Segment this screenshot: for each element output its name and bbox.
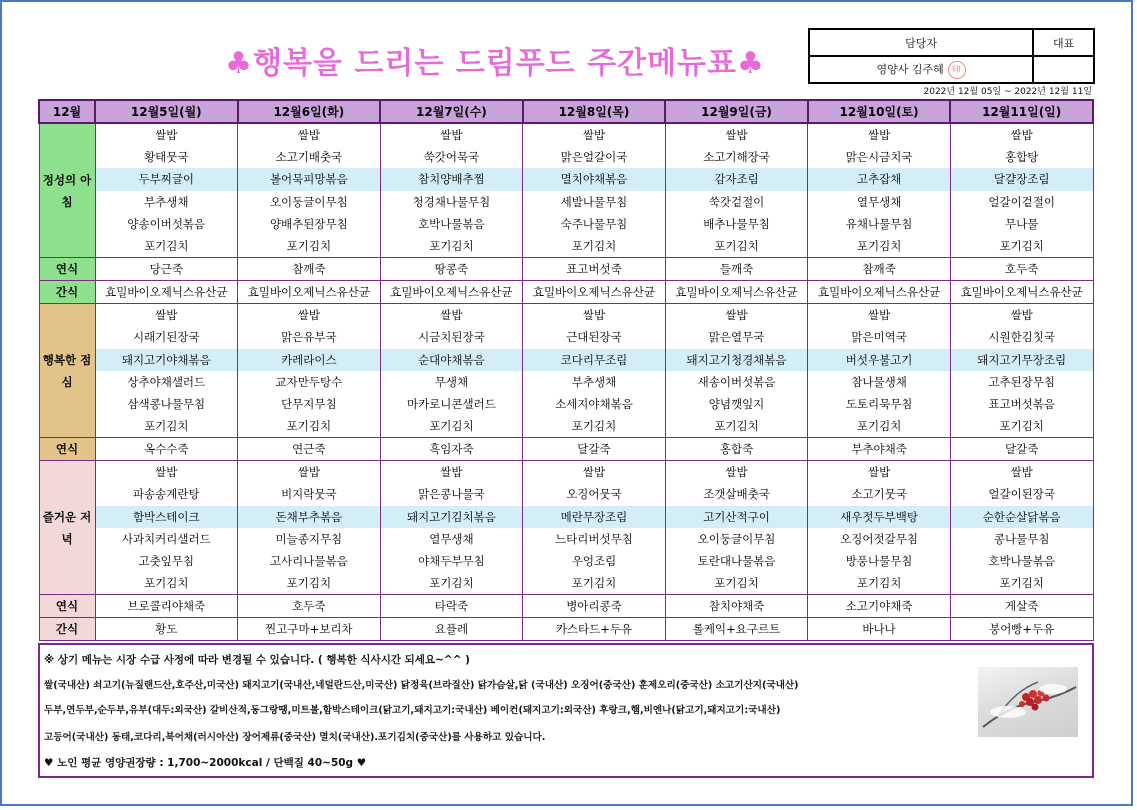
dish-item: 고추잡채 <box>808 168 950 190</box>
dish-item: 야채두부무침 <box>418 554 485 568</box>
porridge-cell: 흑임자죽 <box>380 438 523 461</box>
lunch-cell <box>950 304 1093 438</box>
dish-item: 쌀밥 <box>440 128 463 142</box>
breakfast-cell <box>95 123 238 258</box>
porridge-cell: 달갈죽 <box>523 438 666 461</box>
dish-item: 쌀밥 <box>297 308 320 323</box>
dinner-cell <box>95 461 238 595</box>
dish-item: 쌀밥 <box>155 465 178 480</box>
lunch-row <box>39 304 1093 438</box>
dish-item: 새송이버섯볶음 <box>697 374 776 389</box>
day-header: 12월9일(금) <box>665 100 808 123</box>
dish-item: 포기김치 <box>999 419 1044 434</box>
dish-item: 쌀밥 <box>867 465 891 480</box>
dish-item: 소고기뭇국 <box>851 487 907 502</box>
snack-cell: 롤케익+요구르트 <box>665 618 808 641</box>
porridge-cell: 들깨죽 <box>665 258 808 281</box>
dish-item: 쌀밥 <box>297 128 320 142</box>
snack-cell: 카스타드+두유 <box>523 618 666 641</box>
seal-stamp-icon: 印 <box>948 61 966 79</box>
dish-item: 포기김치 <box>571 576 617 591</box>
porridge-cell: 호두죽 <box>238 595 381 618</box>
porridge-cell: 표고버섯죽 <box>523 258 666 281</box>
dinner-cell <box>950 461 1093 595</box>
dish-item: 참치양배추찜 <box>381 168 523 190</box>
snack-cell: 황도 <box>95 618 238 641</box>
dish-item: 부추생채 <box>144 194 189 209</box>
snack-cell: 효밀바이오제닉스유산균 <box>808 281 951 304</box>
porridge-cell: 연근죽 <box>238 438 381 461</box>
dish-item: 삼색콩나물무침 <box>127 396 206 411</box>
dish-item: 얼갈이겉절이 <box>988 194 1056 209</box>
dish-item: 쌀밥 <box>582 465 606 480</box>
dish-item: 쌀밥 <box>297 465 320 480</box>
dish-item: 맑은시금치국 <box>845 150 913 165</box>
dish-item: 포기김치 <box>999 238 1044 253</box>
dish-item: 쌀밥 <box>1010 128 1033 142</box>
dish-item: 콩나물무침 <box>993 531 1050 546</box>
dish-item: 조갯살배춧국 <box>703 487 770 502</box>
dish-item: 포기김치 <box>429 576 474 591</box>
breakfast-row <box>39 123 1093 258</box>
dish-item: 감자조림 <box>666 168 808 190</box>
dish-item: 새우젓두부백탕 <box>808 506 950 528</box>
dish-item: 배추나물무침 <box>703 216 770 231</box>
dish-item: 포기김치 <box>714 419 759 434</box>
dish-item: 근대된장국 <box>566 330 622 345</box>
dish-item: 쌀밥 <box>155 308 178 323</box>
dish-item: 고추된장무침 <box>988 374 1056 389</box>
approval-ceo-signature <box>1033 56 1094 83</box>
page-title: ♣행복을 드리는 드림푸드 주간메뉴표♣ <box>225 46 765 81</box>
snack-label: 간식 <box>39 618 95 641</box>
dish-item: 쌀밥 <box>1010 308 1033 323</box>
breakfast-cell <box>808 123 951 258</box>
dish-item: 쑥갓겉절이 <box>708 194 765 209</box>
dish-item: 열무생채 <box>429 531 474 546</box>
dinner-row <box>39 461 1093 595</box>
dish-item: 돈채부추볶음 <box>238 506 380 528</box>
dish-item: 오이둥글이무침 <box>697 531 776 546</box>
dish-item: 시금치된장국 <box>418 330 485 345</box>
breakfast-cell <box>523 123 666 258</box>
snack-cell: 효밀바이오제닉스유산균 <box>523 281 666 304</box>
dish-item: 쑥갓어묵국 <box>423 150 480 165</box>
dish-item: 포기김치 <box>286 419 332 434</box>
porridge-label: 연식 <box>39 595 95 618</box>
dish-item: 양념깻잎지 <box>708 396 765 411</box>
dish-item: 단무지무침 <box>281 396 337 411</box>
day-header: 12월6일(화) <box>238 100 381 123</box>
dish-item: 쌀밥 <box>725 465 748 480</box>
dish-item: 쌀밥 <box>867 308 891 323</box>
dish-item: 호박나물볶음 <box>988 554 1056 568</box>
porridge-cell: 달갈죽 <box>950 438 1093 461</box>
dinner-porridge-row <box>39 595 1093 618</box>
dish-item: 소고기해장국 <box>703 150 770 165</box>
dish-item: 양배추된장무침 <box>269 216 348 231</box>
dish-item: 달걀장조림 <box>951 168 1093 190</box>
dish-item: 시원한김칫국 <box>988 330 1056 345</box>
dish-item: 토란대나물볶음 <box>697 554 776 568</box>
day-header: 12월8일(목) <box>523 100 666 123</box>
dish-item: 맑은얼갈이국 <box>560 150 628 165</box>
dish-item: 무생채 <box>434 374 469 389</box>
dish-item: 유채나물무침 <box>845 216 913 231</box>
breakfast-cell <box>238 123 381 258</box>
dish-item: 순대야채볶음 <box>381 349 523 371</box>
breakfast-snack-row <box>39 281 1093 304</box>
origin-line: 고등어(국내산) 동태,코다리,북어채(러시아산) 장어제류(중국산) 멸치(국내산).포기김치(중국산)를 사용하고 있습니다. <box>44 732 546 743</box>
porridge-label: 연식 <box>39 438 95 461</box>
dish-item: 얼갈이된장국 <box>988 487 1056 502</box>
lunch-cell <box>665 304 808 438</box>
dish-item: 돼지고기야채볶음 <box>96 349 238 371</box>
dish-item: 멸치야채볶음 <box>523 168 665 190</box>
dish-item: 세발나물무침 <box>560 194 628 209</box>
porridge-cell: 호두죽 <box>950 258 1093 281</box>
lunch-cell <box>523 304 666 438</box>
porridge-cell: 땅콩죽 <box>380 258 523 281</box>
porridge-cell: 소고기야채죽 <box>808 595 951 618</box>
dish-item: 카레라이스 <box>238 349 380 371</box>
header-row <box>39 100 1093 123</box>
month-header: 12월 <box>39 100 95 123</box>
porridge-cell: 참깨죽 <box>808 258 951 281</box>
breakfast-porridge-row <box>39 258 1093 281</box>
dish-item: 쌀밥 <box>582 308 606 323</box>
day-header: 12월11일(일) <box>950 100 1093 123</box>
dish-item: 맑은콩나물국 <box>418 487 485 502</box>
dish-item: 두부찌글이 <box>96 168 238 190</box>
dish-item: 열무생채 <box>856 194 902 209</box>
dish-item: 황태뭇국 <box>144 150 189 165</box>
dish-item: 포기김치 <box>429 238 474 253</box>
lunch-cell <box>238 304 381 438</box>
dish-item: 포기김치 <box>144 576 189 591</box>
dish-item: 순한순살닭볶음 <box>951 506 1093 528</box>
dish-item: 맑은유부국 <box>281 330 337 345</box>
dinner-cell <box>665 461 808 595</box>
dish-item: 포기김치 <box>856 419 902 434</box>
lunch-label: 행복한 점심 <box>39 304 95 438</box>
breakfast-cell <box>950 123 1093 258</box>
dish-item: 쌀밥 <box>725 128 748 142</box>
porridge-cell: 병아리콩죽 <box>523 595 666 618</box>
dish-item: 도토리묵무침 <box>845 396 913 411</box>
dish-item: 포기김치 <box>144 419 189 434</box>
dish-item: 돼지고기무장조림 <box>951 349 1093 371</box>
day-header: 12월5일(월) <box>95 100 238 123</box>
dish-item: 포기김치 <box>286 576 332 591</box>
snack-cell: 효밀바이오제닉스유산균 <box>380 281 523 304</box>
dish-item: 오이둥글이무침 <box>269 194 348 209</box>
snack-label: 간식 <box>39 281 95 304</box>
dish-item: 쌀밥 <box>155 128 178 142</box>
lunch-cell <box>808 304 951 438</box>
dish-item: 청경채나물무침 <box>412 194 491 209</box>
lunch-porridge-row <box>39 438 1093 461</box>
approval-box <box>808 28 1095 84</box>
origin-line: 쌀(국내산) 쇠고기(뉴질랜드산,호주산,미국산) 돼지고기(국내산,네덜란드산,미국산) 닭정육(브라질산) 닭가슴살,닭 (국내산) 오징어(중국산) 훈제오리(중국산) 소고기산지(국내산) <box>44 680 799 691</box>
dinner-cell <box>238 461 381 595</box>
dish-item: 소고기배춧국 <box>275 150 343 165</box>
dish-item: 숙주나물무침 <box>560 216 628 231</box>
dish-item: 포기김치 <box>856 238 902 253</box>
red-berries-icon <box>978 667 1078 737</box>
dish-item: 상추야채샐러드 <box>127 374 206 389</box>
dish-item: 비지락뭇국 <box>281 487 337 502</box>
snack-cell: 효밀바이오제닉스유산균 <box>95 281 238 304</box>
dish-item: 무나물 <box>1005 216 1039 231</box>
porridge-cell: 홍합죽 <box>665 438 808 461</box>
approval-role-manager: 담당자 <box>809 29 1033 56</box>
lunch-cell <box>380 304 523 438</box>
porridge-label: 연식 <box>39 258 95 281</box>
snack-cell: 요플레 <box>380 618 523 641</box>
dish-item: 포기김치 <box>714 576 759 591</box>
dinner-cell <box>808 461 951 595</box>
dish-item: 오징어젓갈무침 <box>840 531 918 546</box>
dish-item: 우엉조림 <box>571 554 617 568</box>
staff-name: 영양사 김주혜 <box>876 62 944 76</box>
approval-staff <box>809 56 1033 83</box>
dish-item: 맑은미역국 <box>851 330 907 345</box>
dish-item: 미늘종지무침 <box>275 531 343 546</box>
dish-item: 고춧잎무침 <box>138 554 195 568</box>
snack-cell: 효밀바이오제닉스유산균 <box>238 281 381 304</box>
dish-item: 맑은열무국 <box>708 330 765 345</box>
dish-item: 쌀밥 <box>1010 465 1033 480</box>
dish-item: 파송송계란탕 <box>132 487 200 502</box>
dish-item: 교자만두탕수 <box>275 374 343 389</box>
origin-line: 두부,연두부,순두부,유부(대두:외국산) 갈비산적,동그랑땡,미트볼,함박스테이크(닭고기,돼지고기:국내산) 베이컨(돼지고기:외국산) 후랑크,햄,비엔나(닭고기,돼지고기:국내산) <box>44 705 781 716</box>
dish-item: 쌀밥 <box>582 128 606 142</box>
notice-line: ※ 상기 메뉴는 시장 수급 사정에 따라 변경될 수 있습니다. ( 행복한 식사시간 되세요~^^ ) <box>44 654 470 666</box>
date-range: 2022년 12월 05일 ~ 2022년 12월 11일 <box>923 87 1092 97</box>
breakfast-label: 정성의 아침 <box>39 123 95 258</box>
dinner-snack-row <box>39 618 1093 641</box>
dish-item: 소세지야채볶음 <box>555 396 633 411</box>
approval-role-ceo: 대표 <box>1033 29 1094 56</box>
porridge-cell: 참깨죽 <box>238 258 381 281</box>
breakfast-cell <box>665 123 808 258</box>
dish-item: 쌀밥 <box>440 308 463 323</box>
dish-item: 포기김치 <box>999 576 1044 591</box>
dish-item: 양송이버섯볶음 <box>127 216 206 231</box>
dish-item: 방풍나물무침 <box>845 554 913 568</box>
dish-item: 포기김치 <box>571 419 617 434</box>
dish-item: 사과치커리샐러드 <box>121 531 211 546</box>
weekly-menu-table <box>38 99 1094 641</box>
porridge-cell: 타락죽 <box>380 595 523 618</box>
day-header: 12월7일(수) <box>380 100 523 123</box>
dinner-cell <box>523 461 666 595</box>
dish-item: 쌀밥 <box>440 465 463 480</box>
dish-item: 돼지고기김치볶음 <box>381 506 523 528</box>
snack-cell: 붕어빵+두유 <box>950 618 1093 641</box>
dish-item: 느타리버섯무침 <box>555 531 633 546</box>
snack-cell: 바나나 <box>808 618 951 641</box>
porridge-cell: 부추야채죽 <box>808 438 951 461</box>
dish-item: 표고버섯볶음 <box>988 396 1056 411</box>
dish-item: 참나물생채 <box>851 374 907 389</box>
dish-item: 포기김치 <box>571 238 617 253</box>
breakfast-cell <box>380 123 523 258</box>
dish-item: 포기김치 <box>856 576 902 591</box>
dish-item: 포기김치 <box>714 238 759 253</box>
notes-box <box>38 643 1094 778</box>
snack-cell: 찐고구마+보리차 <box>238 618 381 641</box>
dish-item: 코다리무조림 <box>523 349 665 371</box>
dish-item: 고사리나물볶음 <box>269 554 348 568</box>
porridge-cell: 참치야채죽 <box>665 595 808 618</box>
winter-berries-photo <box>978 667 1078 737</box>
porridge-cell: 당근죽 <box>95 258 238 281</box>
dish-item: 마카로니콘샐러드 <box>406 396 496 411</box>
snack-cell: 효밀바이오제닉스유산균 <box>665 281 808 304</box>
dish-item: 포기김치 <box>429 419 474 434</box>
porridge-cell: 브로콜리야채죽 <box>95 595 238 618</box>
dish-item: 버섯우불고기 <box>808 349 950 371</box>
day-header: 12월10일(토) <box>808 100 951 123</box>
dinner-cell <box>380 461 523 595</box>
dish-item: 시래기된장국 <box>132 330 200 345</box>
dish-item: 돼지고기청경채볶음 <box>666 349 808 371</box>
dish-item: 함박스테이크 <box>96 506 238 528</box>
dish-item: 호박나물볶음 <box>418 216 485 231</box>
dinner-label: 즐거운 저녁 <box>39 461 95 595</box>
porridge-cell: 게살죽 <box>950 595 1093 618</box>
dish-item: 홍합탕 <box>1005 150 1039 165</box>
dish-item: 포기김치 <box>144 238 189 253</box>
dish-item: 포기김치 <box>286 238 332 253</box>
dish-item: 부추생채 <box>571 374 617 389</box>
dish-item: 고기산적구이 <box>666 506 808 528</box>
dish-item: 오징어뭇국 <box>566 487 622 502</box>
dish-item: 쌀밥 <box>867 128 891 142</box>
dish-item: 메란무장조림 <box>523 506 665 528</box>
dish-item: 볼어묵피망볶음 <box>238 168 380 190</box>
porridge-cell: 옥수수죽 <box>95 438 238 461</box>
snack-cell: 효밀바이오제닉스유산균 <box>950 281 1093 304</box>
nutrition-line: ♥ 노인 평균 영양권장량 : 1,700~2000kcal / 단백질 40~50g ♥ <box>44 757 367 769</box>
dish-item: 쌀밥 <box>725 308 748 323</box>
lunch-cell <box>95 304 238 438</box>
